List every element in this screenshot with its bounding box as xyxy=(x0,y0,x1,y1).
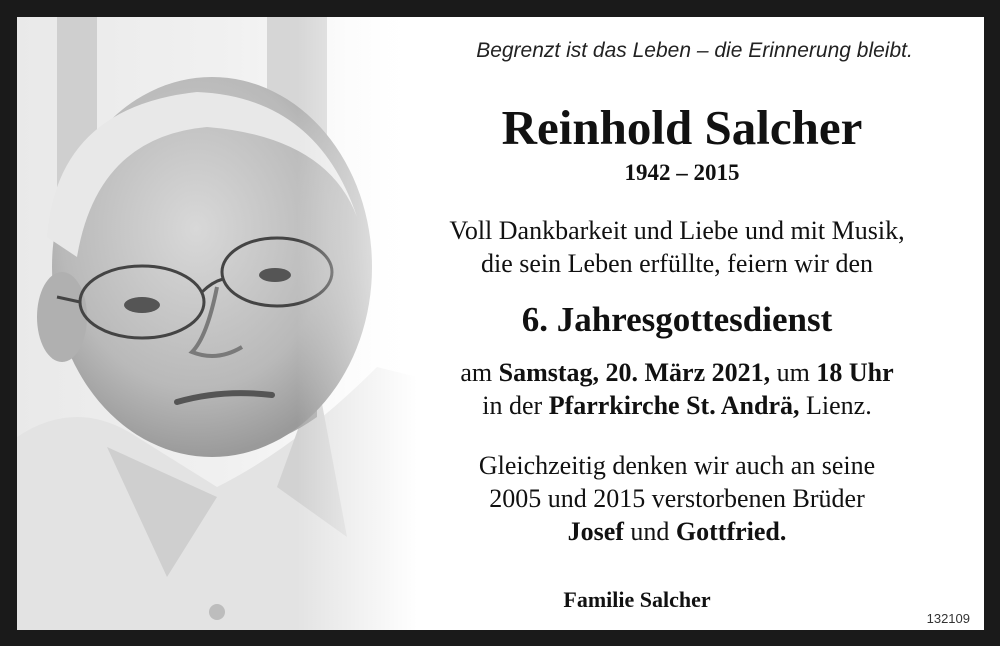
church-name: Pfarrkirche St. Andrä, xyxy=(548,391,800,420)
word: in der xyxy=(482,391,543,420)
brother-name: Gottfried. xyxy=(675,517,787,546)
signature: Familie Salcher xyxy=(563,587,711,612)
intro-line: die sein Leben erfüllte, feiern wir den xyxy=(481,249,873,278)
remembrance-line: Gleichzeitig denken wir auch an seine xyxy=(478,451,876,480)
brothers-line xyxy=(387,515,967,548)
word: und xyxy=(630,517,670,546)
remembrance-line: 2005 und 2015 verstorbenen Brüder xyxy=(489,484,865,513)
life-years: 1942 – 2015 xyxy=(624,160,740,185)
event-title: 6. Jahresgottesdienst xyxy=(521,300,833,339)
word: am xyxy=(460,358,493,387)
brother-name: Josef xyxy=(567,517,624,546)
obituary-card xyxy=(17,17,984,630)
location-line xyxy=(387,389,967,422)
intro-text xyxy=(387,214,967,280)
event-details xyxy=(387,356,967,422)
intro-line: Voll Dankbarkeit und Liebe und mit Musik, xyxy=(449,216,905,245)
portrait-photo xyxy=(17,17,417,630)
ad-code: 132109 xyxy=(926,611,970,626)
word: um xyxy=(776,358,810,387)
remembrance-text xyxy=(387,449,967,548)
event-time: 18 Uhr xyxy=(816,358,894,387)
motto: Begrenzt ist das Leben – die Erinnerung bleibt. xyxy=(476,39,913,62)
deceased-name: Reinhold Salcher xyxy=(501,100,863,155)
event-date: Samstag, 20. März 2021, xyxy=(498,358,771,387)
date-line xyxy=(387,356,967,389)
town-name: Lienz. xyxy=(806,391,872,420)
